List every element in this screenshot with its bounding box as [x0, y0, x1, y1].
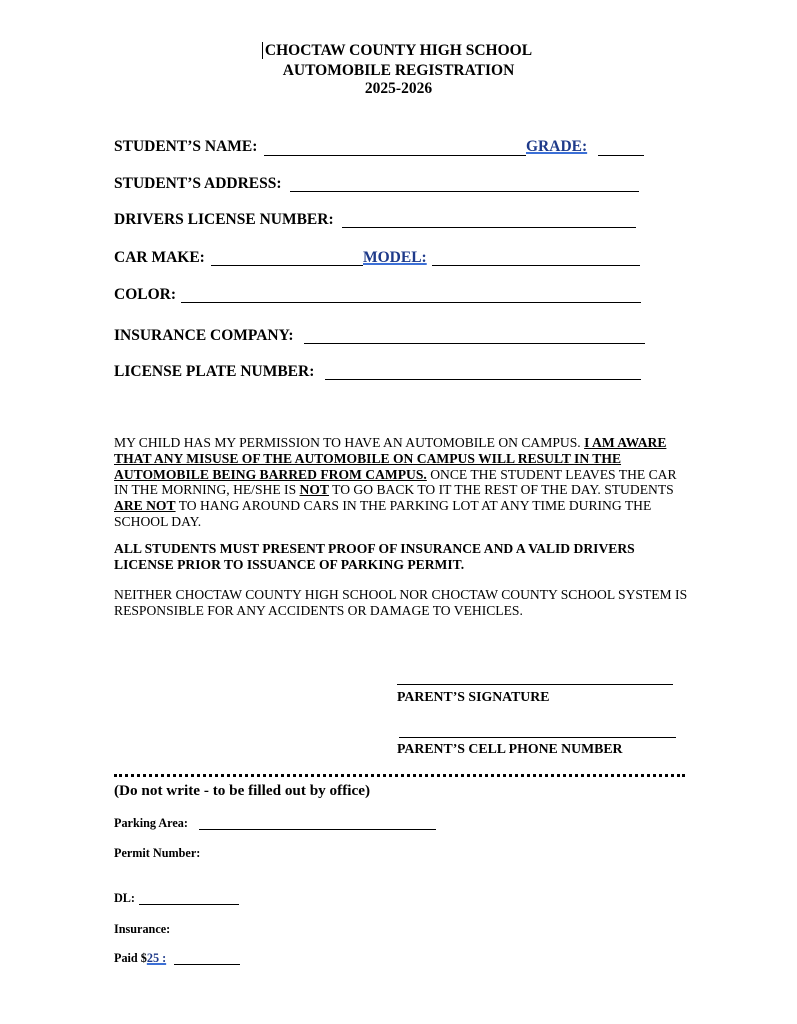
- parking-area-line[interactable]: [199, 829, 436, 830]
- model-label: MODEL:: [363, 249, 427, 266]
- dl-line[interactable]: [139, 904, 239, 905]
- misuse-warning: I AM AWARE THAT ANY MISUSE OF THE AUTOMOBILE ON CAMPUS WILL RESULT IN THE AUTOMOBILE BEING BARRED FROM CAMPUS.: [114, 435, 667, 482]
- are-not-emphasis: ARE NOT: [114, 498, 176, 514]
- paid-label: [114, 951, 166, 966]
- dl-label: DL:: [114, 891, 135, 905]
- form-title: AUTOMOBILE REGISTRATION: [282, 62, 515, 79]
- paid-prefix: Paid $: [114, 951, 147, 965]
- not-emphasis: NOT: [299, 482, 329, 498]
- grade-label: GRADE:: [526, 138, 588, 155]
- leave-car-text: ONCE THE STUDENT LEAVES THE CAR IN THE MORNING, HE/SHE IS: [114, 466, 677, 498]
- hang-around-text: TO HANG AROUND CARS IN THE PARKING LOT AT ANY TIME DURING THE SCHOOL DAY.: [114, 498, 652, 529]
- license-plate-line[interactable]: [325, 379, 641, 380]
- student-address-label: STUDENT’S ADDRESS:: [114, 175, 282, 192]
- paid-line[interactable]: [174, 964, 240, 965]
- drivers-license-label: DRIVERS LICENSE NUMBER:: [114, 211, 334, 228]
- liability-paragraph: NEITHER CHOCTAW COUNTY HIGH SCHOOL NOR CHOCTAW COUNTY SCHOOL SYSTEM IS RESPONSIBLE FOR ANY ACCIDENTS OR DAMAGE TO VEHICLES.: [114, 587, 688, 618]
- parking-area-label: Parking Area:: [114, 816, 188, 830]
- permit-number-label: Permit Number:: [114, 846, 201, 860]
- permission-text: MY CHILD HAS MY PERMISSION TO HAVE AN AUTOMOBILE ON CAMPUS.: [114, 435, 585, 450]
- office-section-title: (Do not write - to be filled out by office): [114, 782, 371, 799]
- car-make-line[interactable]: [211, 265, 363, 266]
- color-line[interactable]: [181, 302, 641, 303]
- student-name-line[interactable]: [264, 155, 526, 156]
- model-line[interactable]: [432, 265, 640, 266]
- office-divider: [114, 774, 685, 777]
- insurance-label: Insurance:: [114, 922, 171, 936]
- parent-phone-line[interactable]: [399, 737, 676, 738]
- parent-phone-label: PARENT’S CELL PHONE NUMBER: [397, 741, 623, 756]
- insurance-proof-paragraph: ALL STUDENTS MUST PRESENT PROOF OF INSURANCE AND A VALID DRIVERS LICENSE PRIOR TO ISSUANCE OF PARKING PERMIT.: [114, 541, 635, 572]
- grade-line[interactable]: [598, 155, 644, 156]
- insurance-company-line[interactable]: [304, 343, 645, 344]
- insurance-company-label: INSURANCE COMPANY:: [114, 327, 294, 344]
- car-make-label: CAR MAKE:: [114, 249, 205, 266]
- paid-amount: 25 :: [146, 951, 167, 965]
- color-label: COLOR:: [114, 286, 176, 303]
- license-plate-label: LICENSE PLATE NUMBER:: [114, 363, 315, 380]
- students-text: TO GO BACK TO IT THE REST OF THE DAY. STUDENTS: [329, 482, 674, 498]
- parent-signature-line[interactable]: [397, 684, 673, 685]
- parent-signature-label: PARENT’S SIGNATURE: [397, 689, 550, 704]
- permission-paragraph: [114, 435, 689, 530]
- school-year: 2025-2026: [364, 80, 433, 97]
- student-name-label: STUDENT’S NAME:: [114, 138, 258, 155]
- school-name: CHOCTAW COUNTY HIGH SCHOOL: [264, 42, 533, 59]
- drivers-license-line[interactable]: [342, 227, 636, 228]
- student-address-line[interactable]: [290, 191, 639, 192]
